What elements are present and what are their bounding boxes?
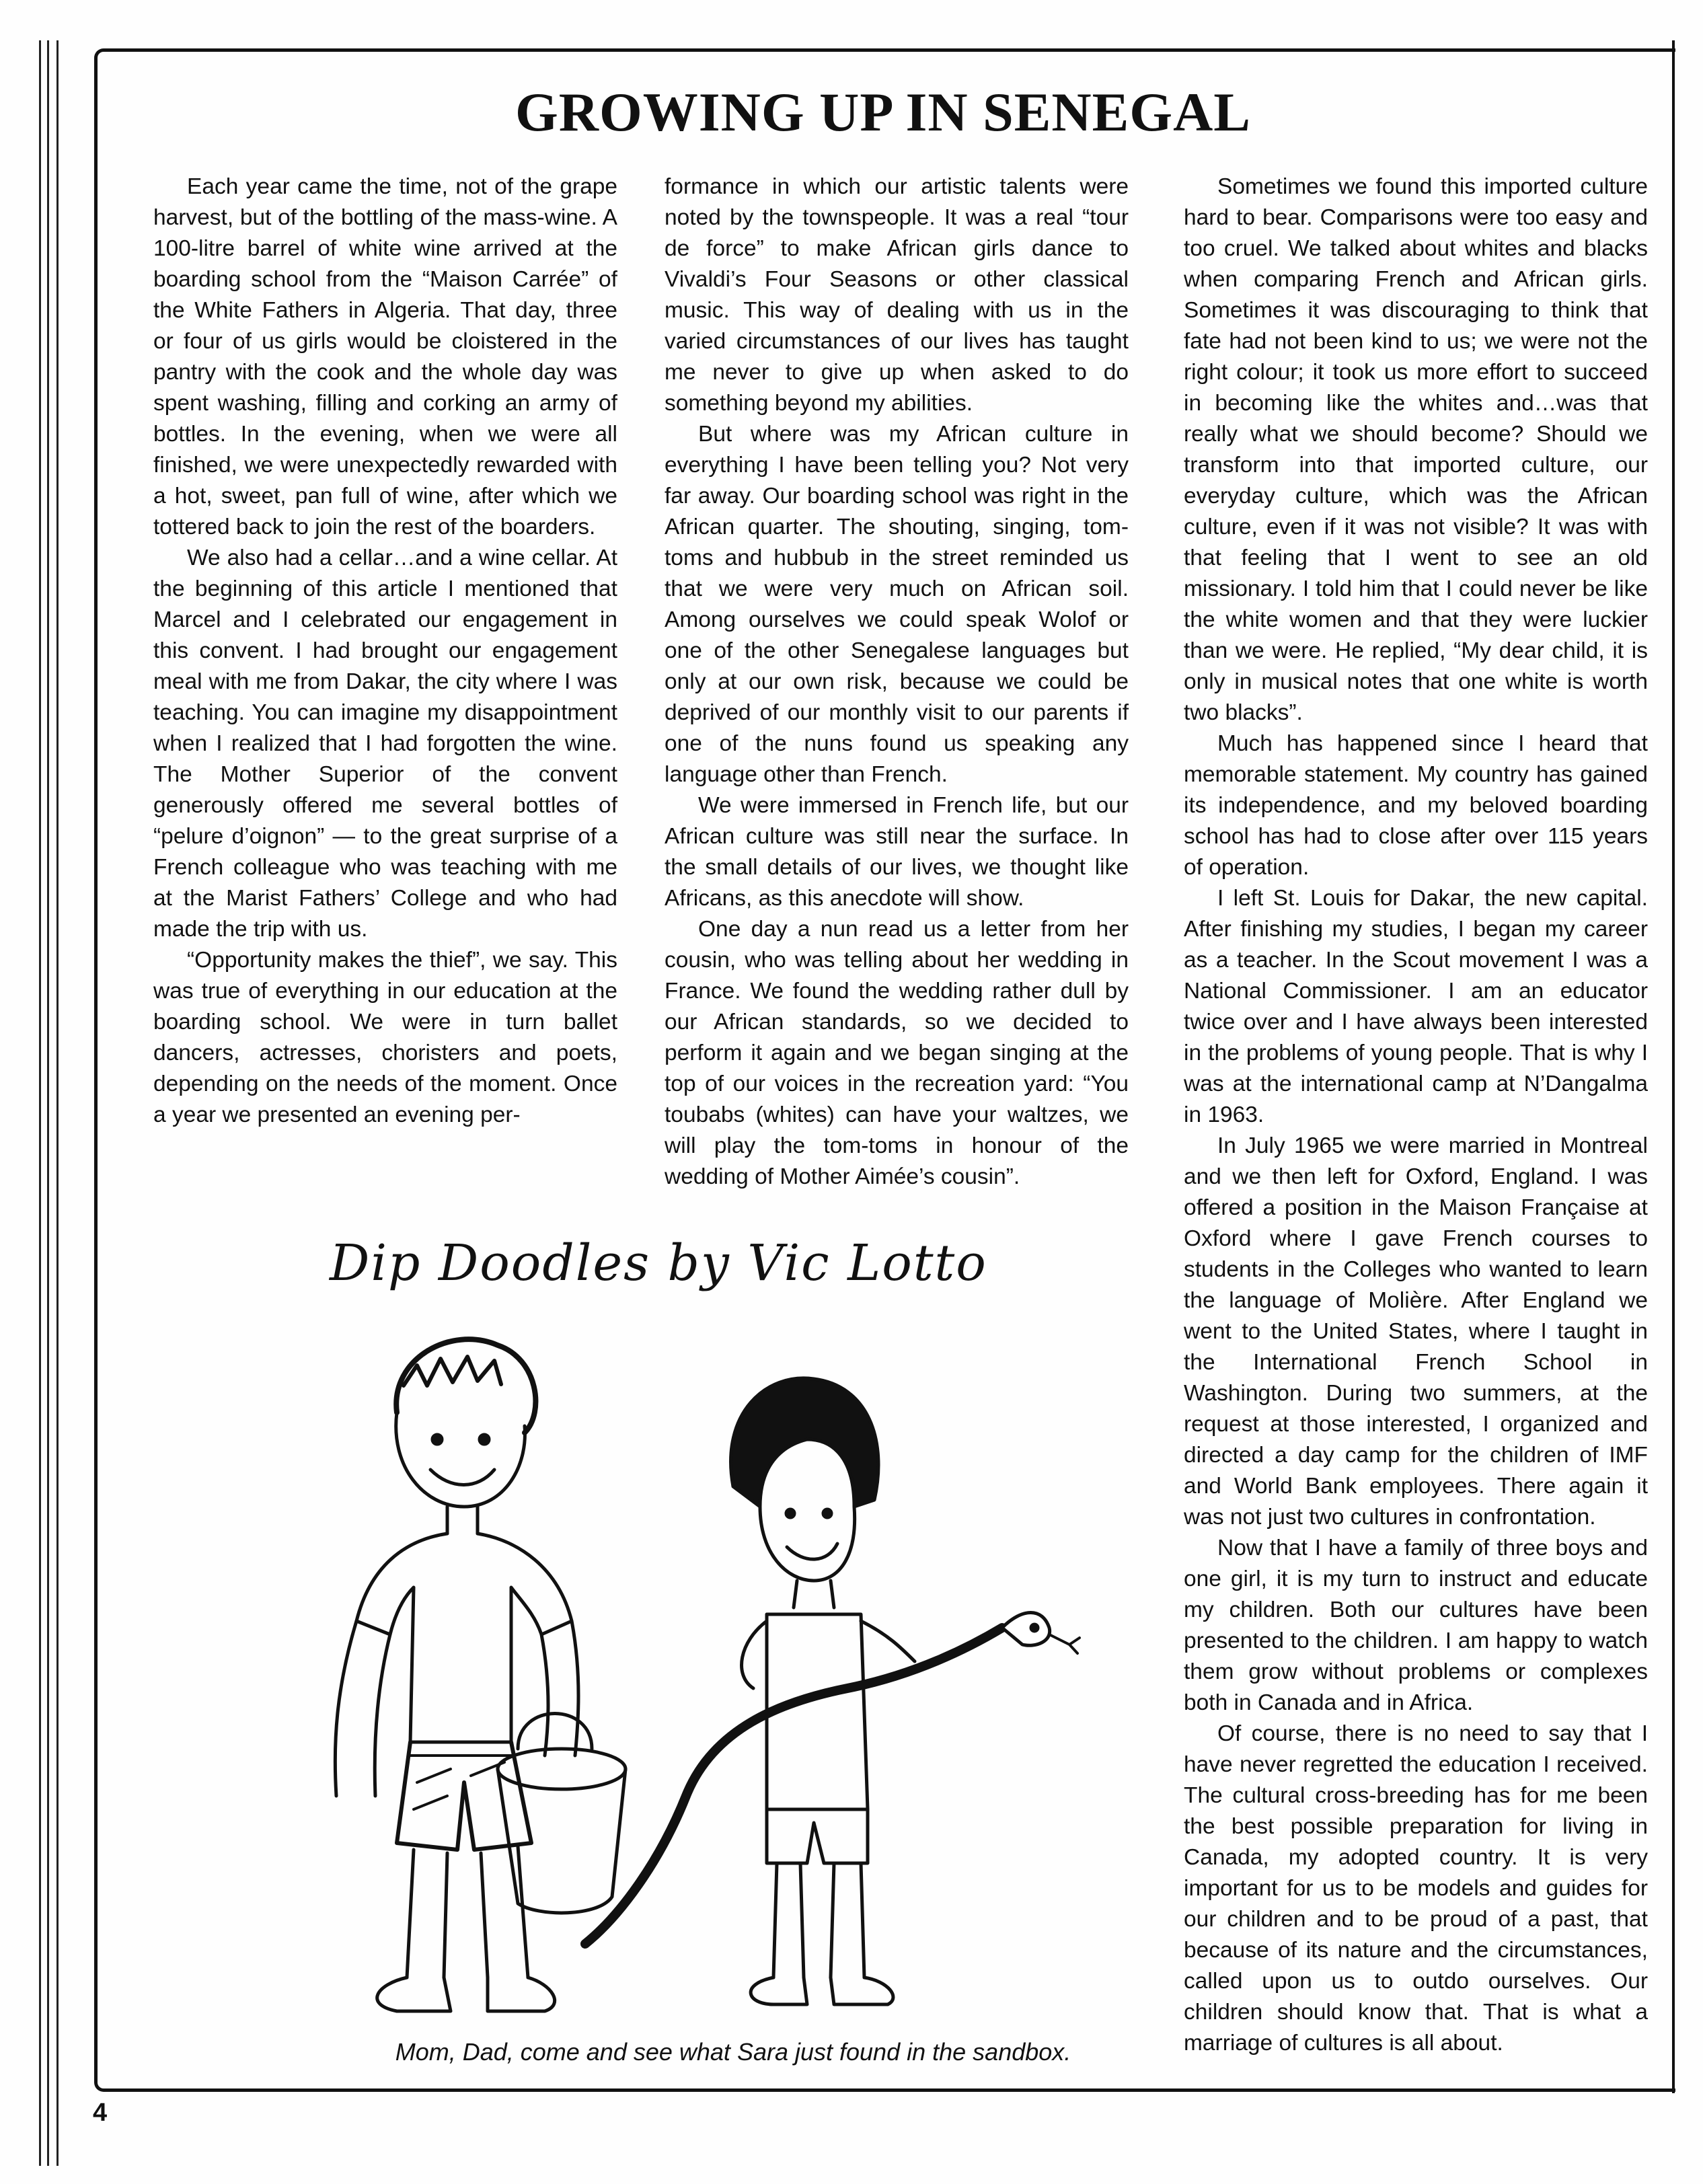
comic-title: Dip Doodles by Vic Lotto: [330, 1234, 987, 1292]
binding-line: [47, 40, 49, 2166]
article-column-2: [665, 172, 1129, 1193]
article-column-1: [153, 172, 617, 1131]
paragraph: Now that I have a family of three boys and one girl, it is my turn to instruct and educate my children. Both our cultures have been presented to the children. I am happy to watch them grow without problems or complexes both in Canada and in Africa.: [1184, 1536, 1648, 1715]
binding-line: [39, 40, 41, 2166]
paragraph: Sometimes we found this imported culture hard to bear. Comparisons were too easy and too cruel. We talked about whites and blacks when comparing French and African girls. Sometimes it was discouraging to think that fate had not been kind to us; we were not the right colour; it took us more effort to succeed in becoming like the whites and…was that really what we should become? Should we transform into that imported culture, our everyday culture, which was the African culture, even if it was not visible? It was with that feeling that I went to see an old missionary. I told him that I could never be like the white women and that they were luckier than we were. He replied, “My dear child, it is only in musical notes that one white is worth two blacks”.: [1184, 174, 1648, 725]
girl-figure: [585, 1378, 1080, 2004]
paragraph: In July 1965 we were married in Montreal and we then left for Oxford, England. I was offered a position in the Maison Française at Oxford where I gave French courses to students in the Colleges who wanted to learn the language of Molière. After England we went to the United States, where I taught in the International French School in Washington. During two summers, at the request at those interested, I organized and directed a day camp for the children of IMF and World Bank employees. There again it was not just two cultures in confrontation.: [1184, 1133, 1648, 1530]
binding-line: [56, 40, 59, 2166]
page-frame-right-edge: [1672, 40, 1675, 2093]
paragraph: But where was my African culture in everything I have been telling you? Not very far away. Our boarding school was right in the African quarter. The shouting, singing, tom-toms and hubbub in the street reminded us that we were very much on African soil. Among ourselves we could speak Wolof or one of the other Senegalese languages but only at our own risk, because we could be deprived of our monthly visit to our parents if one of the nuns found us speaking any language other than French.: [665, 422, 1129, 787]
paragraph: “Opportunity makes the thief”, we say. This was true of everything in our education at the boarding school. We were in turn ballet dancers, actresses, choristers and poets, depending on the needs of the moment. Once a year we presented an evening per-: [153, 948, 617, 1127]
article-column-3: [1184, 172, 1648, 2059]
paragraph: Much has happened since I heard that memorable statement. My country has gained its independence, and my beloved boarding school has had to close after over 115 years of operation.: [1184, 731, 1648, 880]
comic-illustration: [296, 1312, 1170, 2038]
boy-figure: [335, 1339, 626, 2011]
paragraph: Of course, there is no need to say that I have never regretted the education I received. The cultural cross-breeding has for me been the best possible preparation for living in Canada, my adopted country. It is very important for us to be models and guides for our children and to be proud of a past, that because of its nature and the circumstances, called upon us to outdo ourselves. Our children should know that. That is what a marriage of cultures is all about.: [1184, 1721, 1648, 2056]
paragraph: We also had a cellar…and a wine cellar. At the beginning of this article I mentioned that Marcel and I celebrated our engagement in this convent. I had brought our engagement meal with me from Dakar, the city where I was teaching. You can imagine my disappointment when I realized that I had forgotten the wine. The Mother Superior of the convent generously offered me several bottles of “pelure d’oignon” — to the great surprise of a French colleague who was teaching with me at the Marist Fathers’ College and who had made the trip with us.: [153, 545, 617, 942]
paragraph: I left St. Louis for Dakar, the new capital. After finishing my studies, I began my career as a teacher. In the Scout movement I was a National Commissioner. I am an educator twice over and I have always been interested in the problems of young people. That is why I was at the international camp at N’Dangalma in 1963.: [1184, 886, 1648, 1127]
paragraph: We were immersed in French life, but our African culture was still near the surface. In the small details of our lives, we thought like Africans, as this anecdote will show.: [665, 793, 1129, 911]
paragraph: formance in which our artistic talents were noted by the townspeople. It was a real “tour de force” to make African girls dance to Vivaldi’s Four Seasons or other classical music. This way of dealing with us in the varied circumstances of our lives has taught me never to give up when asked to do something beyond my abilities.: [665, 174, 1129, 416]
paragraph: Each year came the time, not of the grape harvest, but of the bottling of the mass-wine. A 100-litre barrel of white wine arrived at the boarding school from the “Maison Carrée” of the White Fathers in Algeria. That day, three or four of us girls would be cloistered in the pantry with the cook and the whole day was spent washing, filling and corking an army of bottles. In the evening, when we were all finished, we were unexpectedly rewarded with a hot, sweet, pan full of wine, after which we tottered back to join the rest of the boarders.: [153, 174, 617, 539]
article-title: GROWING UP IN SENEGAL: [515, 81, 1251, 143]
page-number: 4: [93, 2099, 108, 2127]
comic-caption: Mom, Dad, come and see what Sara just found in the sandbox.: [395, 2038, 1071, 2066]
paragraph: One day a nun read us a letter from her cousin, who was telling about her wedding in France. We found the wedding rather dull by our African standards, so we decided to perform it again and we began singing at the top of our voices in the recreation yard: “You toubabs (whites) can have your waltzes, we will play the tom-toms in honour of the wedding of Mother Aimée’s cousin”.: [665, 917, 1129, 1189]
